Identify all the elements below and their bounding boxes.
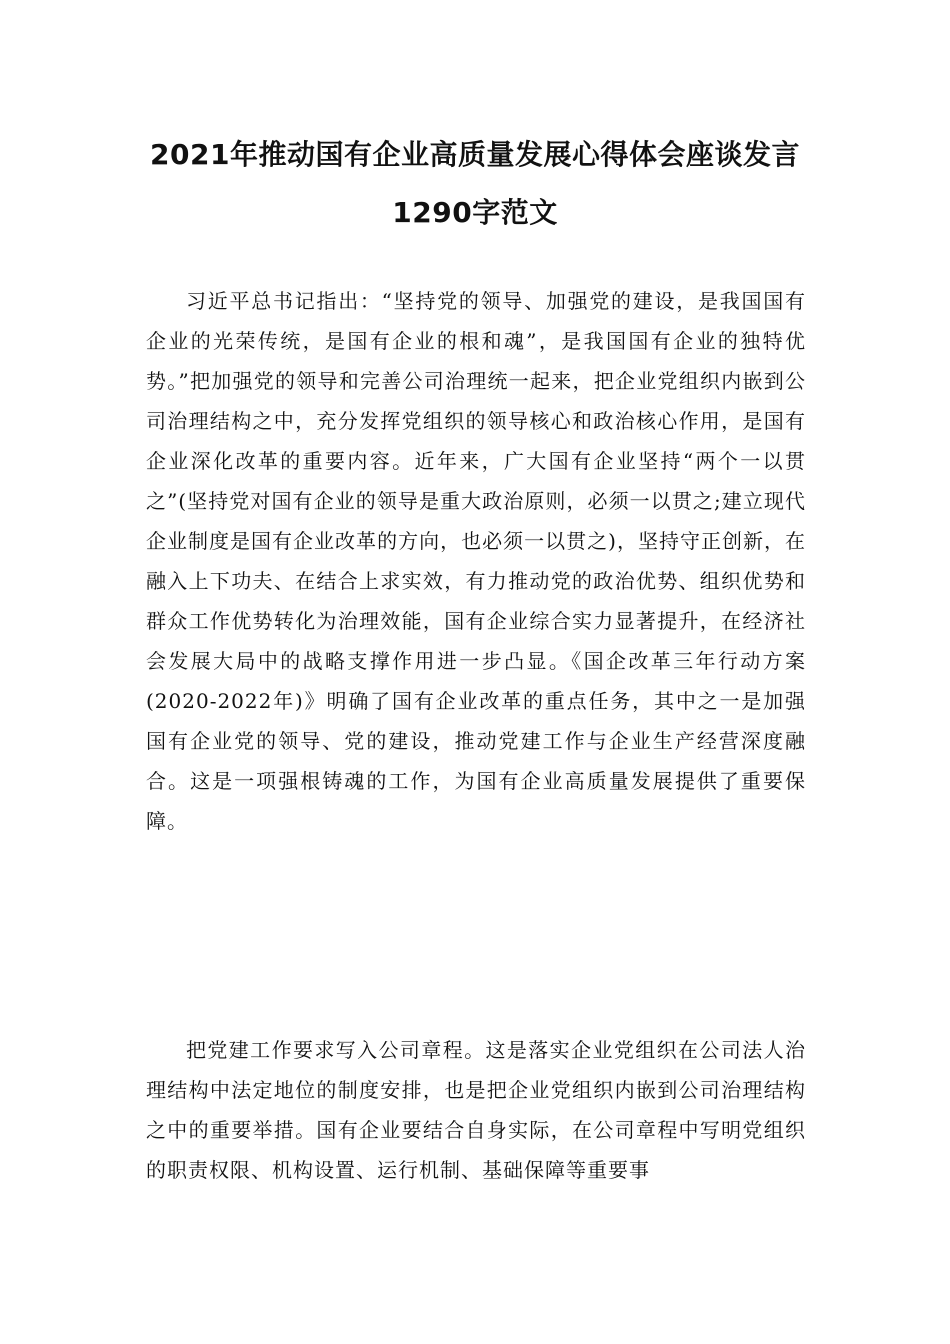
title-line-1: 2021年推动国有企业高质量发展心得体会座谈发言 bbox=[150, 138, 800, 171]
title-line-2: 1290字范文 bbox=[392, 196, 558, 229]
document-title bbox=[120, 126, 830, 242]
paragraph-1: 习近平总书记指出：“坚持党的领导、加强党的建设，是我国国有企业的光荣传统，是国有企业的根和魂”，是我国国有企业的独特优势。”把加强党的领导和完善公司治理统一起来，把企业党组织内嵌到公司治理结构之中，充分发挥党组织的领导核心和政治核心作用，是国有企业深化改革的重要内容。近年来，广大国有企业坚持“两个一以贯之”(坚持党对国有企业的领导是重大政治原则，必须一以贯之;建立现代企业制度是国有企业改革的方向，也必须一以贯之)，坚持守正创新，在融入上下功夫、在结合上求实效，有力推动党的政治优势、组织优势和群众工作优势转化为治理效能，国有企业综合实力显著提升，在经济社会发展大局中的战略支撑作用进一步凸显。《国企改革三年行动方案(2020-2022年)》明确了国有企业改革的重点任务，其中之一是加强国有企业党的领导、党的建设，推动党建工作与企业生产经营深度融合。这是一项强根铸魂的工作，为国有企业高质量发展提供了重要保障。 bbox=[146, 289, 806, 833]
paragraph-2: 把党建工作要求写入公司章程。这是落实企业党组织在公司法人治理结构中法定地位的制度安排，也是把企业党组织内嵌到公司治理结构之中的重要举措。国有企业要结合自身实际，在公司章程中写明党组织的职责权限、机构设置、运行机制、基础保障等重要事 bbox=[146, 1038, 806, 1182]
